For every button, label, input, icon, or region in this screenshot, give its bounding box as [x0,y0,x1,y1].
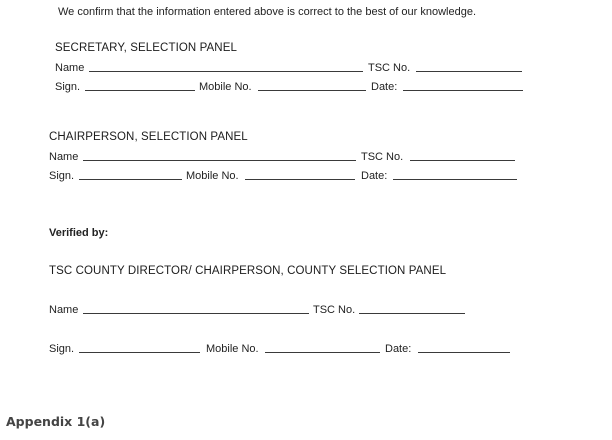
chairperson-mobile-label: Mobile No. [186,170,239,182]
chairperson-name-label: Name [49,151,79,163]
secretary-date-line [403,90,523,91]
director-name-label: Name [49,304,79,316]
secretary-name-label: Name [55,62,85,74]
chairperson-heading: CHAIRPERSON, SELECTION PANEL [49,131,248,143]
director-mobile-label: Mobile No. [206,343,259,355]
secretary-tsc-line [416,71,522,72]
director-tsc-line [359,313,465,314]
director-tsc-label: TSC No. [313,304,356,316]
chairperson-mobile-line [245,179,355,180]
chairperson-tsc-label: TSC No. [361,151,404,163]
secretary-name-line [89,71,363,72]
director-mobile-line [265,352,380,353]
director-heading: TSC COUNTY DIRECTOR/ CHAIRPERSON, COUNTY SELECTION PANEL [49,265,447,277]
chairperson-tsc-line [410,160,515,161]
chairperson-sign-label: Sign. [49,170,75,182]
chairperson-date-label: Date: [361,170,388,182]
director-date-label: Date: [385,343,412,355]
director-name-line [83,313,309,314]
confirmation-statement: We confirm that the information entered above is correct to the best of our knowledge. [58,6,477,18]
secretary-sign-line [85,90,195,91]
secretary-date-label: Date: [371,81,398,93]
secretary-mobile-line [258,90,366,91]
chairperson-sign-line [79,179,182,180]
director-date-line [418,352,510,353]
secretary-heading: SECRETARY, SELECTION PANEL [55,42,237,54]
verified-by-label: Verified by: [49,227,109,239]
secretary-sign-label: Sign. [55,81,81,93]
appendix-caption: Appendix 1(a) [6,414,106,429]
director-sign-line [79,352,200,353]
director-sign-label: Sign. [49,343,75,355]
chairperson-date-line [393,179,517,180]
chairperson-name-line [83,160,356,161]
secretary-tsc-label: TSC No. [368,62,411,74]
secretary-mobile-label: Mobile No. [199,81,252,93]
